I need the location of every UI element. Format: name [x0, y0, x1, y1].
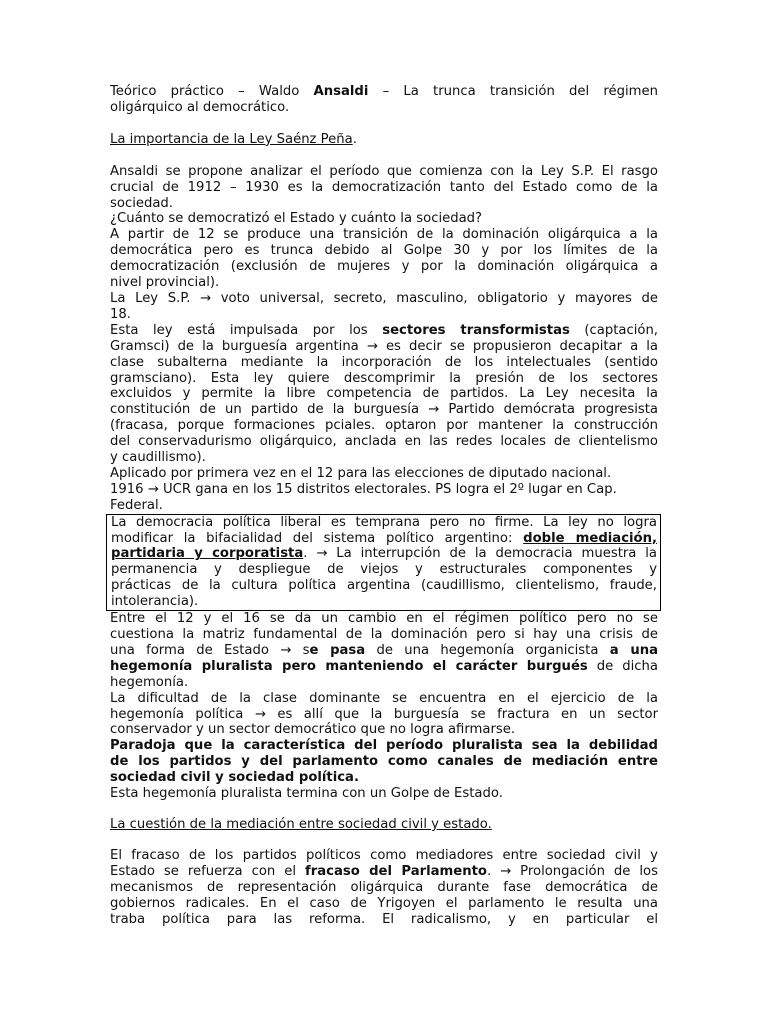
- boxed-paragraph: La democracia política liberal es temprana pero no firme. La ley no logra modificar la bifacialidad del sistema político argentino: doble mediación, partidaria y corporatista. → La interrupción de la democracia muestra la permanencia y despliegue de viejos y estructurales componentes y prácticas de la cultura política argentina (caudillismo, clientelismo, fraude, intolerancia).: [106, 514, 661, 611]
- author-name: Ansaldi: [313, 84, 369, 99]
- title-text: Teórico práctico – Waldo: [110, 84, 314, 99]
- paragraph-cambio-regimen: Entre el 12 y el 16 se da un cambio en el régimen político pero no se cuestiona la matriz fundamental de la dominación pero si hay una crisis de una forma de Estado → se pasa de una hegemonía organicista a una hegemonía pluralista pero manteniendo el carácter burgués de dicha hegemonía.: [110, 611, 658, 690]
- bold-underlined-term: partidaria y corporatista: [111, 546, 304, 562]
- bold-term: hegemonía pluralista pero manteniendo el carácter burgués: [110, 658, 588, 674]
- title-text: – La trunca transición del régimen: [368, 84, 658, 99]
- paragraph-ley-sp: La Ley S.P. → voto universal, secreto, masculino, obligatorio y mayores de 18.: [110, 290, 658, 322]
- bold-term: sectores transformistas: [382, 322, 570, 338]
- title-text: oligárquico al democrático.: [110, 99, 290, 115]
- paragraph-transicion: A partir de 12 se produce una transición de la dominación oligárquica a la democrática pero es trunca debido al Golpe 30 y por los límites de la democratización (exclusión de mujeres y por la dominación oligárquica a nivel provincial).: [110, 227, 658, 291]
- paragraph-golpe: Esta hegemonía pluralista termina con un Golpe de Estado.: [110, 786, 503, 802]
- paragraph-intro: Ansaldi se propone analizar el período que comienza con la Ley S.P. El rasgo crucial de 1912 – 1930 es la democratización tanto del Estado como de la sociedad. ¿Cuánto se democratizó el Estado y cuánto la sociedad?: [110, 163, 658, 227]
- section-heading-mediacion: La cuestión de la mediación entre sociedad civil y estado.: [110, 816, 492, 832]
- document-title: [110, 84, 658, 116]
- bold-underlined-term: doble mediación,: [523, 530, 657, 546]
- paragraph-sectores-transformistas: Esta ley está impulsada por los sectores transformistas (captación, Gramsci) de la burguesía argentina → es decir se propusieron decapitar a la clase subalterna mediante la incorporación de los intelectuales (sentido gramsciano). Esta ley quiere descomprimir la presión de los sectores excluidos y permite la libre competencia de partidos. La Ley necesita la constitución de un partido de la burguesía → Partido demócrata progresista (fracasa, porque formaciones pciales. optaron por mantener la construcción del conservadurismo oligárquico, anclada en las redes locales de clientelismo y caudillismo).: [110, 322, 658, 466]
- bold-term: fracaso del Parlamento: [304, 863, 487, 879]
- paragraph-fracaso-partidos: El fracaso de los partidos políticos como mediadores entre sociedad civil y Estado se refuerza con el fracaso del Parlamento. → Prolongación de los mecanismos de representación oligárquica durante fase democrática de gobiernos radicales. En el caso de Yrigoyen el parlamento le resulta una traba política para las reforma. El radicalismo, y en particular el: [110, 847, 658, 927]
- paragraph-elecciones: Aplicado por primera vez en el 12 para las elecciones de diputado nacional. 1916 → UCR gana en los 15 distritos electorales. PS logra el 2º lugar en Cap. Federal.: [110, 465, 617, 513]
- section-heading-ley-saenz-pena: La importancia de la Ley Saénz Peña.: [110, 131, 357, 147]
- paragraph-paradoja: Paradoja que la característica del período pluralista sea la debilidad de los partidos y del parlamento como canales de mediación entre sociedad civil y sociedad política.: [110, 738, 658, 786]
- document-body: [110, 84, 658, 927]
- paragraph-dificultad: La dificultad de la clase dominante se encuentra en el ejercicio de la hegemonía política → es allí que la burguesía se fractura en un sector conservador y un sector democrático que no logra afirmarse.: [110, 690, 658, 738]
